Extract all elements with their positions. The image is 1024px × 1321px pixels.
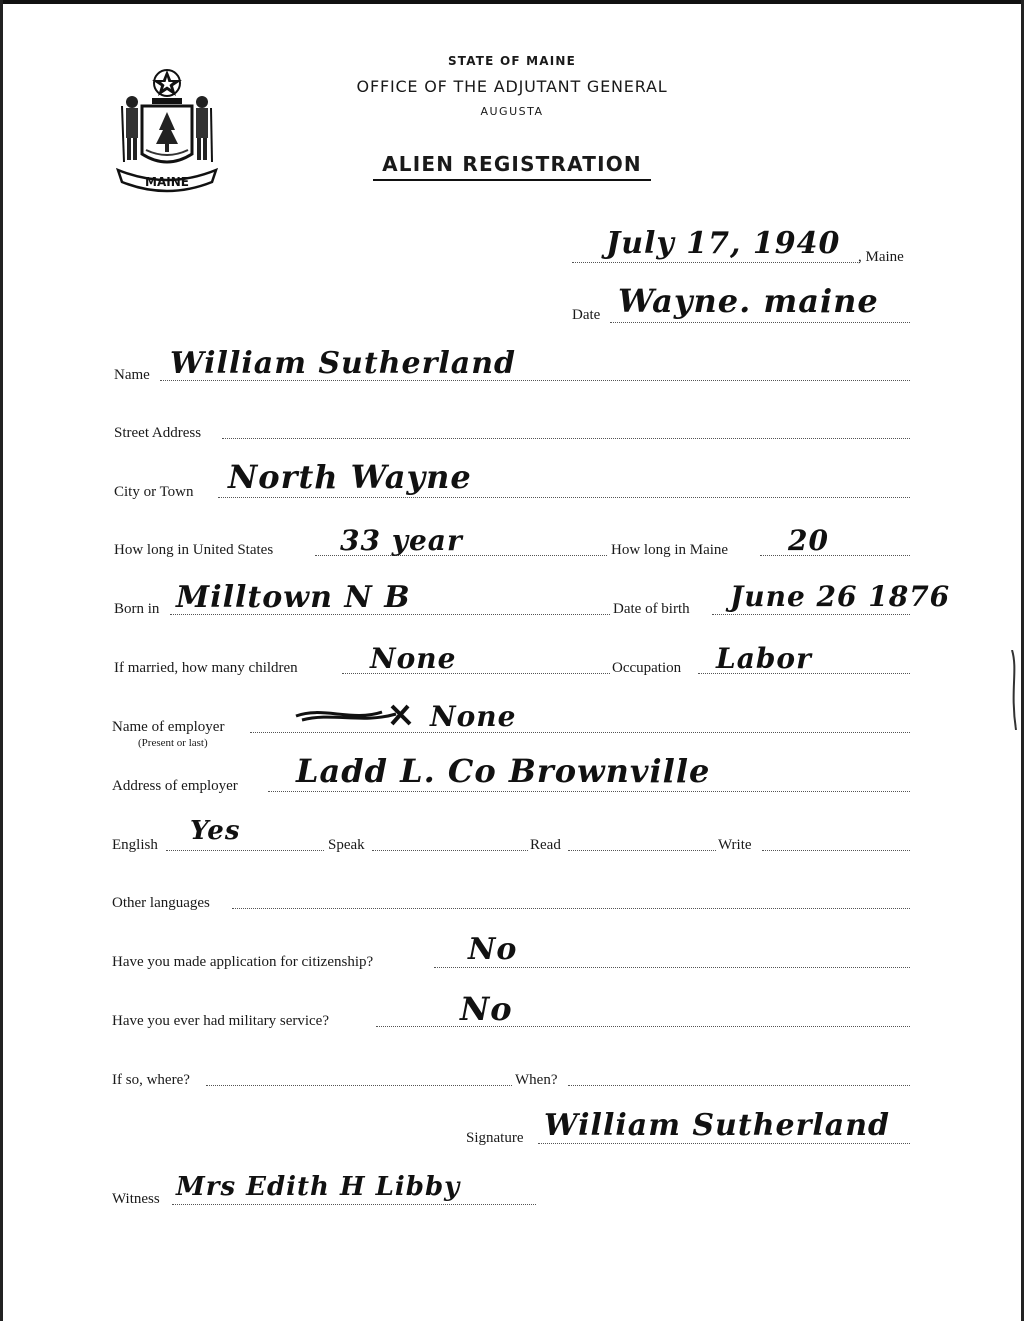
read-label: Read (530, 837, 561, 853)
place-suffix: , Maine (858, 249, 904, 265)
occupation-label: Occupation (612, 660, 682, 676)
citizenship-value: No (468, 932, 518, 967)
where-line (206, 1085, 512, 1086)
form-title: ALIEN REGISTRATION (382, 152, 642, 176)
date-line (610, 322, 910, 323)
street-line (222, 438, 910, 439)
military-label: Have you ever had military service? (112, 1013, 329, 1029)
children-label: If married, how many children (114, 660, 298, 676)
witness-label: Witness (112, 1191, 160, 1207)
employer-address-value: Ladd L. Co Brownville (296, 752, 711, 790)
employer-address-line (268, 791, 910, 792)
header-office: OFFICE OF THE ADJUTANT GENERAL (356, 77, 668, 96)
english-line (166, 850, 324, 851)
header-city: AUGUSTA (480, 105, 544, 118)
employer-label: Name of employer (112, 719, 225, 735)
witness-value: Mrs Edith H Libby (176, 1172, 461, 1202)
military-value: No (460, 990, 513, 1028)
born-in-label: Born in (114, 601, 160, 617)
how-long-us-label: How long in United States (114, 542, 274, 558)
scan-edge-mark (1008, 650, 1020, 730)
title-underline (373, 179, 651, 181)
born-in-value: Milltown N B (176, 580, 411, 615)
other-languages-line (232, 908, 910, 909)
date-label: Date (572, 307, 601, 323)
write-line (762, 850, 910, 851)
scan-border-top (0, 0, 1024, 4)
city-label: City or Town (114, 484, 194, 500)
employer-line (250, 732, 910, 733)
english-label: English (112, 837, 158, 853)
how-long-maine-value: 20 (788, 524, 829, 557)
header-state: STATE OF MAINE (447, 54, 577, 68)
place-date-line (572, 262, 860, 263)
citizenship-label: Have you made application for citizenship? (112, 954, 374, 970)
citizenship-line (434, 967, 910, 968)
read-line (568, 850, 716, 851)
when-label: When? (515, 1072, 558, 1088)
signature-label: Signature (466, 1130, 524, 1146)
date-of-birth-label: Date of birth (613, 601, 690, 617)
speak-line (372, 850, 528, 851)
when-line (568, 1085, 910, 1086)
occupation-value: Labor (716, 642, 812, 675)
street-label: Street Address (114, 425, 202, 441)
date-value: Wayne. maine (618, 282, 879, 320)
employer-value: None (430, 700, 517, 733)
how-long-maine-line (760, 555, 910, 556)
signature-line (538, 1143, 910, 1144)
place-date-value: July 17, 1940 (606, 226, 841, 261)
where-label: If so, where? (112, 1072, 190, 1088)
employer-note: (Present or last) (138, 737, 208, 749)
how-long-maine-label: How long in Maine (611, 542, 729, 558)
strikeout-mark (292, 700, 422, 728)
write-label: Write (718, 837, 752, 853)
name-label: Name (114, 367, 150, 383)
other-languages-label: Other languages (112, 895, 210, 911)
date-of-birth-line (712, 614, 910, 615)
city-value: North Wayne (228, 458, 472, 496)
name-value: William Sutherland (170, 346, 517, 381)
signature-value: William Sutherland (544, 1108, 891, 1143)
military-line (376, 1026, 910, 1027)
scan-border-left (0, 0, 3, 1321)
employer-address-label: Address of employer (112, 778, 238, 794)
svg-text:MAINE: MAINE (145, 175, 189, 189)
how-long-us-value: 33 year (340, 524, 463, 557)
date-of-birth-value: June 26 1876 (730, 580, 951, 613)
city-line (218, 497, 910, 498)
speak-label: Speak (328, 837, 365, 853)
witness-line (172, 1204, 536, 1205)
english-value: Yes (190, 816, 241, 846)
children-value: None (370, 642, 457, 675)
